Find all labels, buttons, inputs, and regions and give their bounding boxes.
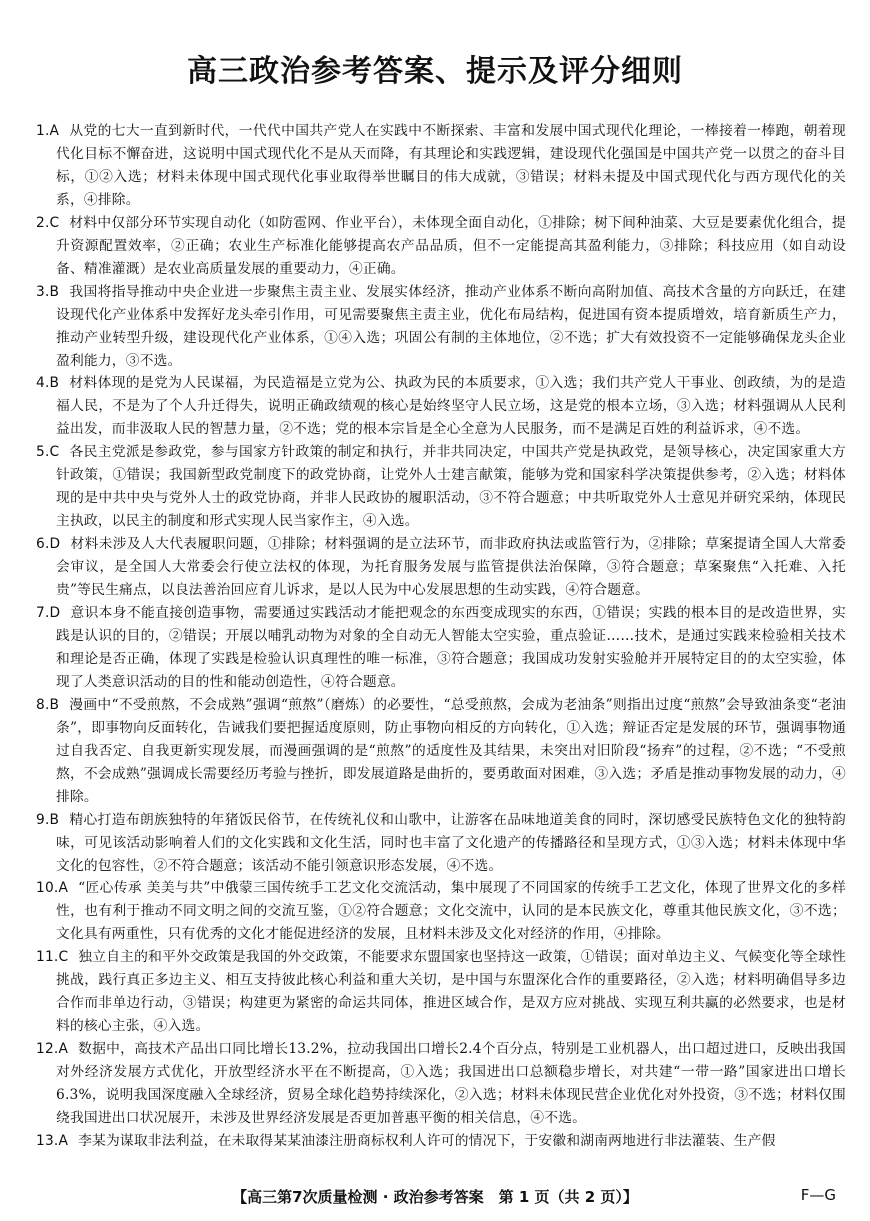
answer-letter: C xyxy=(58,949,69,966)
footer-code: F—G xyxy=(800,1186,836,1204)
answer-explanation: “匠心传承 美美与共”中俄蒙三国传统手工艺文化交流活动，集中展现了不同国家的传统手工艺文化，体现了世界文化的多样性，也有利于推动不同文明之间的交流互鉴，①②符合题意；文化交流中，认同的是本民族文化，尊重其他民族文化，③不选；文化具有两重性，只有优秀的文化才能促进经济的发展，且材料未涉及文化对经济的作用，④排除。 xyxy=(56,880,846,943)
answer-item xyxy=(36,1038,846,1130)
question-number: 13. xyxy=(36,1132,59,1149)
question-number: 12. xyxy=(36,1041,59,1058)
answer-letter: B xyxy=(49,375,60,392)
answer-letter: A xyxy=(58,1132,69,1149)
answer-letter: B xyxy=(49,811,60,828)
answer-item xyxy=(36,441,846,533)
question-number: 8. xyxy=(36,696,50,713)
answer-explanation: 各民主党派是参政党，参与国家方针政策的制定和执行，并非共同决定，中国共产党是执政党，是领导核心，决定国家重大方针政策，①错误；我国新型政党制度下的政党协商，让党外人士建言献策，能够为党和国家科学决策提供参考，②入选；材料体现的是中共中央与党外人士的政党协商，并非人民政协的履职活动，③不符合题意；中共听取党外人士意见并研究采纳，体现民主执政，以民主的制度和形式实现人民当家作主，④入选。 xyxy=(56,444,846,530)
answer-letter: D xyxy=(49,536,61,553)
answer-item xyxy=(36,602,846,694)
answer-letter: B xyxy=(49,283,60,300)
question-number: 10. xyxy=(36,880,59,897)
answer-explanation: 精心打造布朗族独特的年猪饭民俗节，在传统礼仪和山歌中，让游客在品味地道美食的同时，深切感受民族特色文化的独特韵味，可见该活动影响着人们的文化实践和文化生活，同时也丰富了文化遗产的传播路径和呈现方式，①③入选；材料未体现中华文化的包容性，②不符合题意；该活动不能引领意识形态发展，④不选。 xyxy=(56,811,846,874)
answer-letter: B xyxy=(49,696,60,713)
answer-item xyxy=(36,1130,846,1153)
answer-explanation: 材料未涉及人大代表履职问题，①排除；材料强调的是立法环节，而非政府执法或监管行为，②排除；草案提请全国人大常委会审议，是全国人大常委会行使立法权的体现，为托育服务发展与监管提供法治保障，③符合题意；草案聚焦“入托难、入托贵”等民生痛点，以良法善治回应育儿诉求，是以人民为中心发展思想的生动实践，④符合题意。 xyxy=(56,536,846,599)
answer-letter: A xyxy=(58,1041,69,1058)
answer-letter: C xyxy=(49,444,60,461)
question-number: 9. xyxy=(36,811,50,828)
answer-item xyxy=(36,212,846,281)
question-number: 5. xyxy=(36,444,50,461)
answer-item xyxy=(36,533,846,602)
question-number: 2. xyxy=(36,214,50,231)
answer-explanation: 材料体现的是党为人民谋福，为民造福是立党为公、执政为民的本质要求，①入选；我们共产党人干事业、创政绩，为的是造福人民，不是为了个人升迁得失，说明正确政绩观的核心是始终坚守人民立场，这是党的根本立场，③入选；材料强调从人民利益出发，而非汲取人民的智慧力量，②不选；党的根本宗旨是全心全意为人民服务，而不是满足百姓的利益诉求，④不选。 xyxy=(56,375,846,438)
answer-item xyxy=(36,694,846,809)
answer-explanation: 材料中仅部分环节实现自动化（如防雹网、作业平台），未体现全面自动化，①排除；树下间种油菜、大豆是要素优化组合，提升资源配置效率，②正确；农业生产标准化能够提高农产品品质，但不一定能提高其盈利能力，③排除；科技应用（如自动设备、精准灌溉）是农业高质量发展的重要动力，④正确。 xyxy=(56,214,846,277)
answer-explanation: 数据中，高技术产品出口同比增长13.2%，拉动我国出口增长2.4个百分点，特别是工业机器人，出口超过进口，反映出我国对外经济发展方式优化，开放型经济水平在不断提高，①入选；我国进出口总额稳步增长，对共建“一带一路”国家进出口增长6.3%，说明我国深度融入全球经济，贸易全球化趋势持续深化，②入选；材料未体现民营企业优化对外投资，③不选；材料仅围绕我国进出口状况展开，未涉及世界经济发展是否更加普惠平衡的相关信息，④不选。 xyxy=(56,1041,846,1126)
answer-explanation: 独立自主的和平外交政策是我国的外交政策，不能要求东盟国家也坚持这一政策，①错误；面对单边主义、气候变化等全球性挑战，践行真正多边主义、相互支持彼此核心利益和重大关切，是中国与东盟深化合作的重要路径，②入选；材料明确倡导多边合作而非单边行动，③错误；构建更为紧密的命运共同体，推进区域合作，是双方应对挑战、实现互利共赢的必然要求，也是材料的核心主张，④入选。 xyxy=(56,949,846,1035)
answer-letter: A xyxy=(58,880,69,897)
question-number: 6. xyxy=(36,536,50,553)
question-number: 4. xyxy=(36,375,50,392)
answer-explanation: 李某为谋取非法利益，在未取得某某油漆注册商标权利人许可的情况下，于安徽和湖南两地进行非法灌装、生产假 xyxy=(78,1132,776,1149)
answer-item xyxy=(36,120,846,212)
answer-item xyxy=(36,809,846,878)
answer-item xyxy=(36,372,846,441)
answer-explanation: 漫画中“不受煎熬，不会成熟”强调“煎熬”（磨炼）的必要性，“总受煎熬，会成为老油条”则指出过度“煎熬”会导致油条变“老油条”，即事物向反面转化，告诫我们要把握适度原则，防止事物向相反的方向转化，①入选；辩证否定是发展的环节，强调事物通过自我否定、自我更新实现发展，而漫画强调的是“煎熬”的适度性及其结果，未突出对旧阶段“扬弃”的过程，②不选；“不受煎熬，不会成熟”强调成长需要经历考验与挫折，即发展道路是曲折的，要勇敢面对困难，③入选；矛盾是推动事物发展的动力，④排除。 xyxy=(56,696,846,805)
answer-item xyxy=(36,877,846,946)
question-number: 11. xyxy=(36,949,59,966)
question-number: 3. xyxy=(36,283,50,300)
answer-explanation: 意识本身不能直接创造事物，需要通过实践活动才能把观念的东西变成现实的东西，①错误；实践的根本目的是改造世界，实践是认识的目的，②错误；开展以哺乳动物为对象的全自动无人智能太空实验，重点验证……技术，是通过实践来检验相关技术和理论是否正确，体现了实践是检验认识真理性的唯一标准，③符合题意；我国成功发射实验舱并开展特定目的的太空实验，体现了人类意识活动的目的性和能动创造性，④符合题意。 xyxy=(56,605,846,690)
question-number: 7. xyxy=(36,605,50,622)
answer-letter: D xyxy=(49,605,61,622)
answer-letter: C xyxy=(49,214,60,231)
footer-text: 【高三第7次质量检测 · 政治参考答案 第 1 页（共 2 页）】 xyxy=(232,1188,638,1206)
answer-letter: A xyxy=(49,123,60,139)
page-title: 高三政治参考答案、提示及评分细则 xyxy=(187,54,683,89)
answer-explanation: 我国将指导推动中央企业进一步聚焦主责主业、发展实体经济，推动产业体系不断向高附加值、高技术含量的方向跃迁，在建设现代化产业体系中发挥好龙头牵引作用，可见需要聚焦主责主业，优化布局结构，促进国有资本提质增效，培育新质生产力，推动产业转型升级，建设现代化产业体系，①④入选；巩固公有制的主体地位，②不选；扩大有效投资不一定能够确保龙头企业盈利能力，③不选。 xyxy=(56,283,846,369)
answer-explanation: 从党的七大一直到新时代，一代代中国共产党人在实践中不断探索、丰富和发展中国式现代化理论，一棒接着一棒跑，朝着现代化目标不懈奋进，这说明中国式现代化不是从天而降，有其理论和实践逻辑，建设现代化强国是中国共产党一以贯之的奋斗目标，①②入选；材料未体现中国式现代化事业取得举世瞩目的伟大成就，③错误；材料未提及中国式现代化与西方现代化的关系，④排除。 xyxy=(56,123,846,208)
answer-item xyxy=(36,946,846,1038)
answer-item xyxy=(36,281,846,373)
answer-list xyxy=(36,120,846,1153)
question-number: 1. xyxy=(36,123,50,139)
